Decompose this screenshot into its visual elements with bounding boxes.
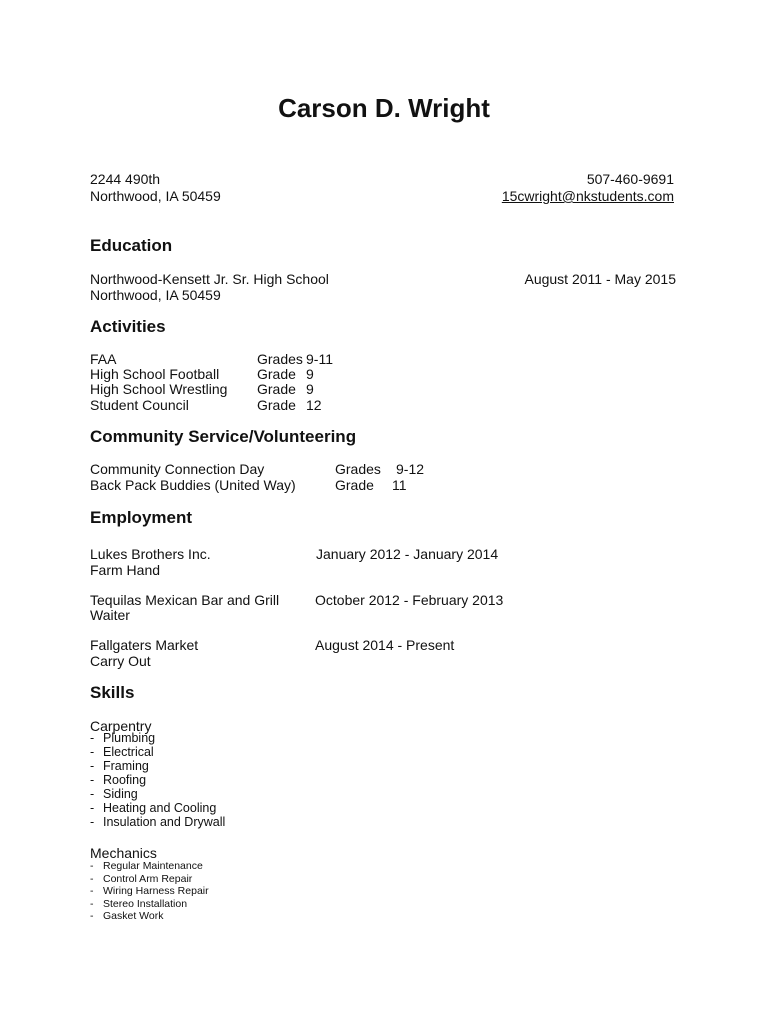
address-line-2: Northwood, IA 50459 xyxy=(90,188,221,204)
job-employer: Fallgaters Market xyxy=(90,637,199,653)
community-item-name: Community Connection Day xyxy=(90,461,265,477)
education-location: Northwood, IA 50459 xyxy=(90,287,221,303)
activity-grade-label: Grade xyxy=(257,397,296,413)
activity-grade: 9-11 xyxy=(306,351,333,367)
job-employer: Tequilas Mexican Bar and Grill xyxy=(90,592,280,608)
skill-list-carpentry xyxy=(90,731,225,829)
skill-list-mechanics xyxy=(90,860,209,923)
dash-bullet-icon: - xyxy=(90,801,95,815)
activity-name: FAA xyxy=(90,351,117,367)
list-item xyxy=(90,898,209,911)
list-item xyxy=(90,885,209,898)
resume-name: Carson D. Wright xyxy=(278,93,490,123)
dash-bullet-icon: - xyxy=(90,910,94,923)
activity-grade: 9 xyxy=(306,366,314,382)
skill-item: Stereo Installation xyxy=(103,897,188,910)
education-heading: Education xyxy=(90,236,173,255)
skill-item: Insulation and Drywall xyxy=(103,815,226,829)
dash-bullet-icon: - xyxy=(90,773,95,787)
dash-bullet-icon: - xyxy=(90,787,95,801)
skill-item: Plumbing xyxy=(103,731,156,745)
community-heading: Community Service/Volunteering xyxy=(90,427,357,446)
activity-grade-label: Grades xyxy=(257,351,303,367)
skill-item: Framing xyxy=(103,759,149,773)
skill-item: Control Arm Repair xyxy=(103,872,193,885)
list-item xyxy=(90,801,225,815)
skills-heading: Skills xyxy=(90,683,135,702)
phone-number: 507-460-9691 xyxy=(586,171,674,187)
community-grade: 9-12 xyxy=(396,461,425,477)
employment-heading: Employment xyxy=(90,508,193,527)
activity-name: High School Football xyxy=(90,366,220,382)
dash-bullet-icon: - xyxy=(90,731,95,745)
dash-bullet-icon: - xyxy=(90,885,94,898)
community-grade: 11 xyxy=(392,477,407,493)
skill-group-title: Carpentry xyxy=(90,718,152,734)
skill-item: Heating and Cooling xyxy=(103,801,217,815)
skill-item: Roofing xyxy=(103,773,147,787)
list-item xyxy=(90,773,225,787)
education-dates: August 2011 - May 2015 xyxy=(524,271,676,287)
skill-item: Gasket Work xyxy=(103,910,164,923)
dash-bullet-icon: - xyxy=(90,745,95,759)
job-role: Farm Hand xyxy=(90,562,161,578)
job-role: Carry Out xyxy=(90,653,151,669)
dash-bullet-icon: - xyxy=(90,860,94,872)
skill-item: Wiring Harness Repair xyxy=(103,885,209,898)
community-grade-label: Grades xyxy=(335,461,381,477)
activities-heading: Activities xyxy=(90,317,166,336)
skill-item: Siding xyxy=(103,787,138,801)
list-item xyxy=(90,815,225,829)
activity-grade: 9 xyxy=(306,381,314,397)
activity-grade-label: Grade xyxy=(257,366,296,382)
list-item xyxy=(90,873,209,886)
job-employer: Lukes Brothers Inc. xyxy=(90,546,211,562)
list-item xyxy=(90,745,225,759)
activity-name: High School Wrestling xyxy=(90,381,228,397)
activity-grade: 12 xyxy=(306,397,322,413)
list-item xyxy=(90,860,209,873)
email-link[interactable]: 15cwright@nkstudents.com xyxy=(501,188,674,204)
dash-bullet-icon: - xyxy=(90,872,94,885)
skill-item: Regular Maintenance xyxy=(103,860,203,872)
activity-grade-label: Grade xyxy=(257,381,296,397)
list-item xyxy=(90,910,209,923)
address-line-1: 2244 490th xyxy=(90,171,161,187)
education-school: Northwood-Kensett Jr. Sr. High School xyxy=(90,271,329,287)
job-dates: October 2012 - February 2013 xyxy=(315,592,504,608)
list-item xyxy=(90,759,225,773)
list-item xyxy=(90,787,225,801)
activity-name: Student Council xyxy=(90,397,189,413)
job-dates: January 2012 - January 2014 xyxy=(316,546,499,562)
community-item-name: Back Pack Buddies (United Way) xyxy=(90,477,296,493)
dash-bullet-icon: - xyxy=(90,897,94,910)
dash-bullet-icon: - xyxy=(90,759,95,773)
skill-group-title: Mechanics xyxy=(90,845,157,861)
list-item xyxy=(90,731,225,745)
job-role: Waiter xyxy=(90,607,130,623)
dash-bullet-icon: - xyxy=(90,815,95,829)
community-grade-label: Grade xyxy=(335,477,374,493)
skill-item: Electrical xyxy=(103,745,154,759)
job-dates: August 2014 - Present xyxy=(315,637,455,653)
